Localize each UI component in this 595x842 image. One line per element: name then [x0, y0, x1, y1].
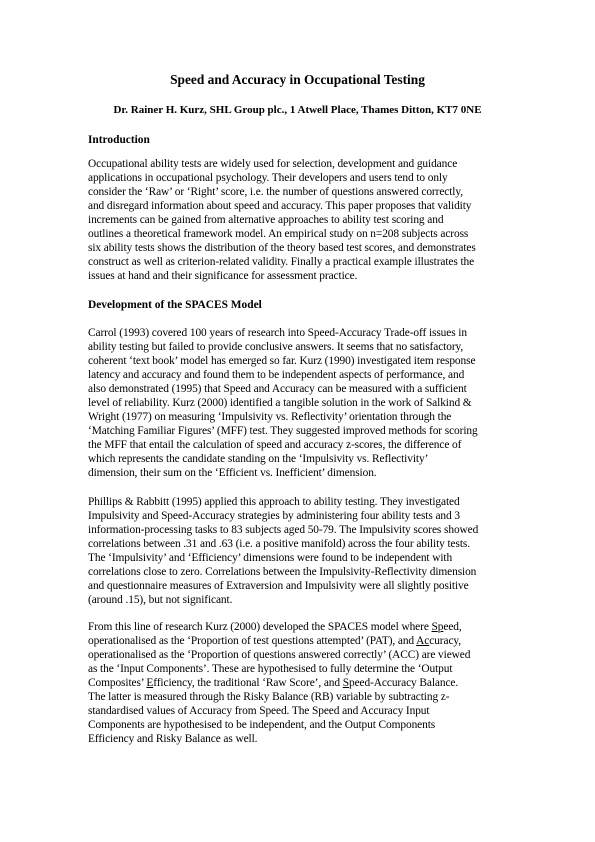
text-line: The latter is measured through the Risky Balance (RB) variable by subtracting z- [88, 691, 450, 704]
underlined-letter: Ac [416, 635, 430, 648]
text-line: Components are hypothesised to be independent, and the Output Components [88, 719, 436, 732]
text-line: ‘Matching Familiar Figures’ (MFF) test. They suggested improved methods for scoring [88, 425, 478, 438]
text-line: applications in occupational psychology. Their developers and users tend to only [88, 172, 448, 185]
text-line [88, 620, 528, 634]
text-line: and disregard information about speed and accuracy. This paper proposes that validity [88, 200, 472, 213]
text-line: which represents the candidate standing on the ‘Impulsivity vs. Reflectivity’ [88, 453, 429, 466]
text-line: construct as well as criterion-related validity. Finally a practical example illustrates the [88, 256, 475, 269]
text-line: the MFF that entail the calculation of speed and accuracy z-scores, the difference of [88, 439, 462, 452]
development-paragraph-3 [88, 620, 528, 746]
text-line: ability testing but failed to provide conclusive answers. It seems that no satisfactory, [88, 341, 464, 354]
text-line: and questionnaire measures of Extraversion and Impulsivity were all slightly positive [88, 580, 469, 593]
text-run: curacy, [429, 635, 462, 648]
underlined-letter: p [437, 621, 444, 633]
text-run: peed-Accuracy Balance. [349, 677, 459, 690]
text-line: (around .15), but not significant. [88, 594, 233, 607]
text-run: From this line of research Kurz (2000) developed the SPACES model where [88, 621, 432, 633]
paper-title: Speed and Accuracy in Occupational Testing [170, 72, 425, 87]
underlined-letter: E [146, 677, 154, 690]
text-line: Impulsivity and Speed-Accuracy strategies by administering four ability tests and 3 [88, 510, 460, 523]
text-line: information-processing tasks to 83 subjects aged 50-79. The Impulsivity scores showed [88, 524, 479, 537]
development-paragraph-1 [88, 326, 528, 481]
development-paragraph-2 [88, 495, 528, 607]
text-run: eed, [443, 621, 462, 633]
text-line: increments can be gained from alternative approaches to ability test scoring and [88, 214, 444, 227]
text-line: dimension, their sum on the ‘Efficient vs. Inefficient’ dimension. [88, 467, 377, 480]
text-line: also demonstrated (1995) that Speed and Accuracy can be measured with a sufficient [88, 383, 467, 396]
text-line [88, 634, 528, 648]
text-line: The ‘Impulsivity’ and ‘Efficiency’ dimensions were found to be independent with [88, 552, 453, 565]
text-line: issues at hand and their significance for assessment practice. [88, 270, 358, 283]
text-line: outlines a theoretical framework model. An empirical study on n=208 subjects across [88, 228, 469, 241]
section-heading-introduction: Introduction [88, 134, 150, 146]
text-line [88, 676, 528, 690]
text-line: as the ‘Input Components’. These are hypothesised to fully determine the ‘Output [88, 663, 453, 676]
text-line: correlations close to zero. Correlations between the Impulsivity-Reflectivity dimension [88, 566, 477, 579]
text-run: Composites’ [88, 677, 147, 690]
text-run: operationalised as the ‘Proportion of test questions attempted’ (PAT), and [88, 635, 417, 648]
section-heading-spaces-model: Development of the SPACES Model [88, 299, 262, 311]
underlined-letter: S [431, 621, 438, 633]
introduction-paragraph [88, 157, 528, 283]
text-run: fficiency, the traditional ‘Raw Score’, and [153, 677, 343, 690]
text-line: standardised values of Accuracy from Speed. The Speed and Accuracy Input [88, 705, 430, 718]
text-line: six ability tests shows the distribution of the theory based test scores, and demonstrates [88, 242, 476, 255]
text-line: correlations between .31 and .63 (i.e. a positive manifold) across the four ability tests. [88, 538, 470, 551]
text-line: Efficiency and Risky Balance as well. [88, 733, 258, 746]
text-line: Phillips & Rabbitt (1995) applied this approach to ability testing. They investigated [88, 496, 460, 508]
author-line: Dr. Rainer H. Kurz, SHL Group plc., 1 Atwell Place, Thames Ditton, KT7 0NE [113, 104, 482, 116]
underlined-letter: S [342, 677, 349, 690]
text-line: Wright (1977) on measuring ‘Impulsivity vs. Reflectivity’ orientation through the [88, 411, 452, 424]
text-line: latency and accuracy and found them to be independent aspects of performance, and [88, 369, 465, 382]
text-line: Occupational ability tests are widely used for selection, development and guidance [88, 158, 458, 170]
text-line: consider the ‘Raw’ or ‘Right’ score, i.e. the number of questions answered correctly, [88, 186, 463, 199]
text-line: operationalised as the ‘Proportion of questions answered correctly’ (ACC) are viewed [88, 649, 471, 662]
text-line: level of reliability. Kurz (2000) identified a tangible solution in the work of Salkind & [88, 397, 472, 410]
text-line: coherent ‘text book’ model has emerged so far. Kurz (1990) investigated item response [88, 355, 476, 368]
text-line: Carrol (1993) covered 100 years of research into Speed-Accuracy Trade-off issues in [88, 327, 467, 339]
